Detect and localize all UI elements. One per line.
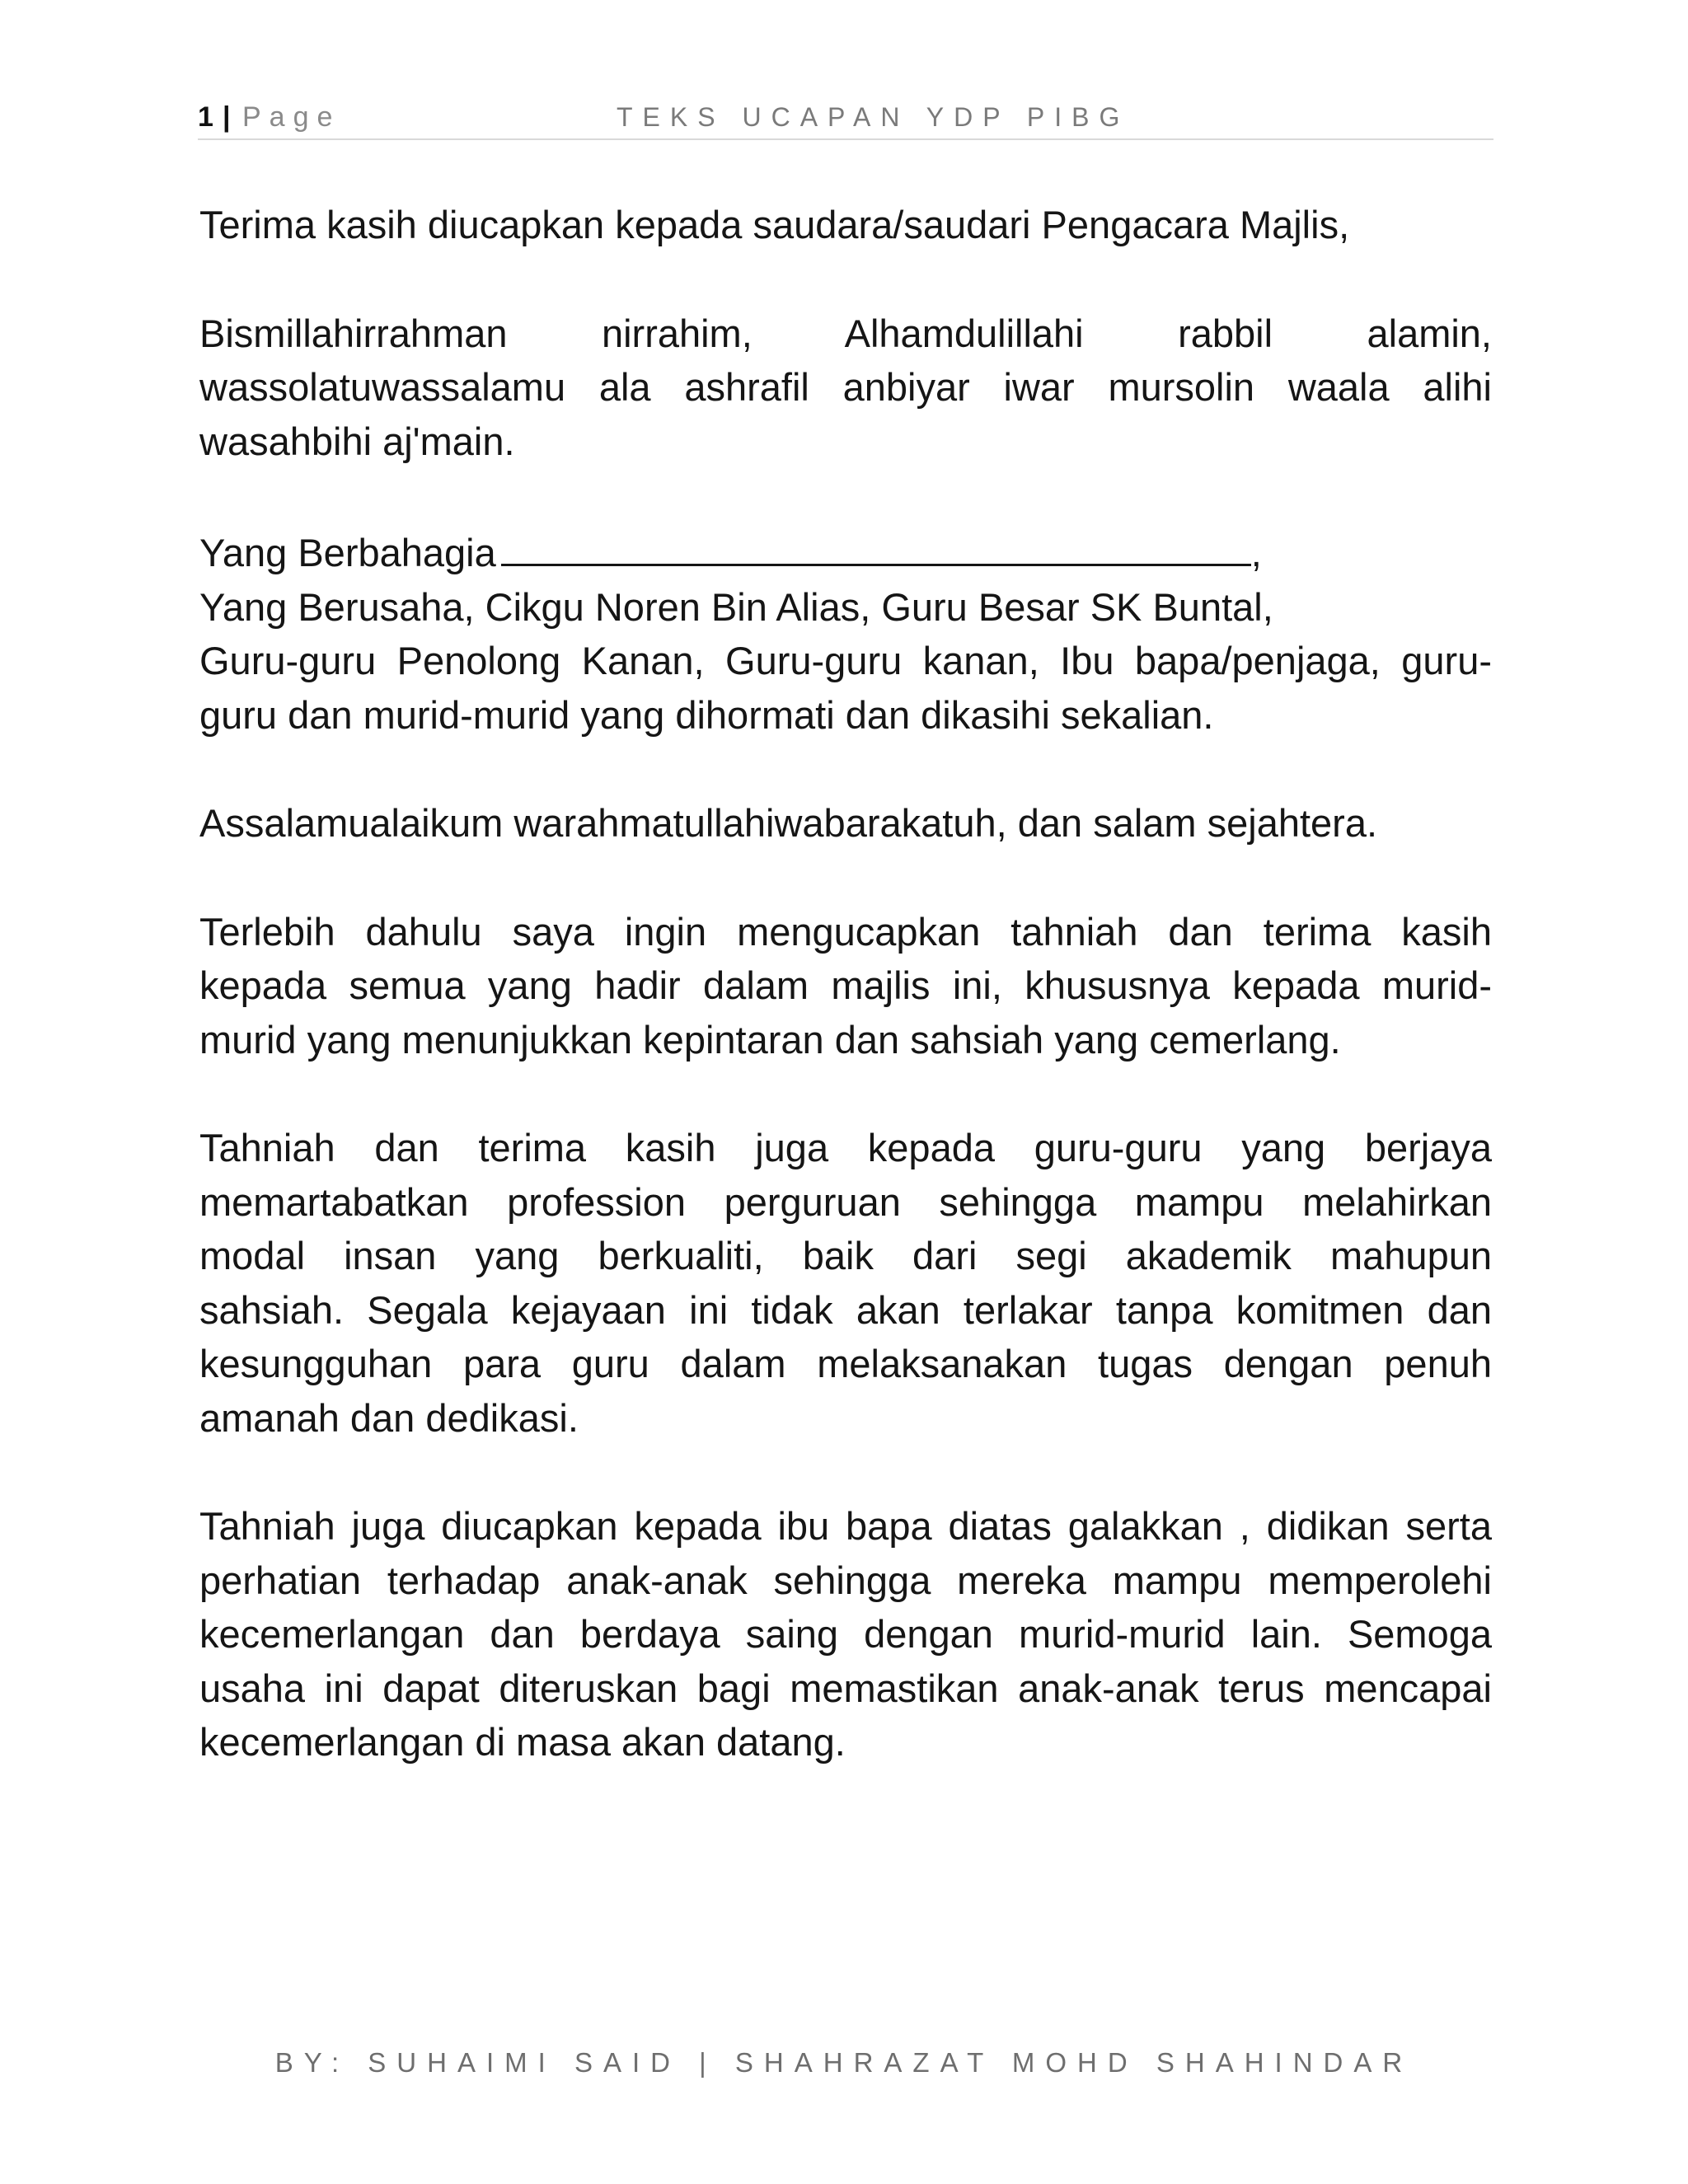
paragraph-salam <box>199 796 1492 851</box>
text-line: murid yang menunjukkan kepintaran dan sahsiah yang cemerlang. <box>199 1017 1341 1062</box>
text-line: Bismillahirrahman nirrahim, Alhamdulillahi rabbil alamin, <box>199 311 1492 355</box>
text-line: Tahniah dan terima kasih juga kepada guru-guru yang berjaya <box>199 1126 1492 1169</box>
text-line: Yang Berusaha, Cikgu Noren Bin Alias, Guru Besar SK Buntal, <box>199 584 1273 629</box>
text-line: amanah dan dedikasi. <box>199 1395 579 1440</box>
paragraph-salutations <box>199 523 1492 742</box>
salutation-prefix: Yang Berbahagia <box>199 531 496 574</box>
paragraph-greeting-emcee <box>199 198 1492 252</box>
paragraph-congratulations-teachers <box>199 1121 1492 1445</box>
text-line: Terima kasih diucapkan kepada saudara/saudari Pengacara Majlis, <box>199 203 1350 246</box>
salutation-comma: , <box>1250 531 1262 574</box>
text-line: modal insan yang berkualiti, baik dari segi akademik mahupun <box>199 1234 1492 1277</box>
text-line: wassolatuwassalamu ala ashrafil anbiyar iwar mursolin waala alihi <box>199 365 1492 409</box>
paragraph-congratulations-parents <box>199 1499 1492 1769</box>
speech-body <box>199 198 1492 1824</box>
text-line: memartabatkan profession perguruan sehingga mampu melahirkan <box>199 1179 1492 1224</box>
paragraph-opening-prayer <box>199 307 1492 469</box>
text-line: usaha ini dapat diteruskan bagi memastikan anak-anak terus mencapai <box>199 1666 1492 1710</box>
text-line: Assalamualaikum warahmatullahiwabarakatuh, dan salam sejahtera. <box>199 801 1378 845</box>
page-header <box>198 101 1493 140</box>
text-line: kesungguhan para guru dalam melaksanakan tugas dengan penuh <box>199 1342 1492 1385</box>
page-number: 1 <box>198 101 213 133</box>
text-line: Terlebih dahulu saya ingin mengucapkan tahniah dan terima kasih <box>199 909 1492 954</box>
text-line: Guru-guru Penolong Kanan, Guru-guru kanan, Ibu bapa/penjaga, guru- <box>199 639 1492 682</box>
document-title: TEKS UCAPAN YDP PIBG <box>617 102 1130 132</box>
text-line: guru dan murid-murid yang dihormati dan dikasihi sekalian. <box>199 692 1214 737</box>
page-footer: BY: SUHAIMI SAID | SHAHRAZAT MOHD SHAHINDAR <box>274 2047 1414 2078</box>
page-label: Page <box>242 101 341 133</box>
text-line: kecemerlangan di masa akan datang. <box>199 1720 846 1764</box>
text-line-with-blank <box>199 523 1492 580</box>
text-line: perhatian terhadap anak-anak sehingga mereka mampu memperolehi <box>199 1558 1492 1602</box>
text-line: Tahniah juga diucapkan kepada ibu bapa diatas galakkan , didikan serta <box>199 1504 1492 1548</box>
text-line: wasahbihi aj'main. <box>199 419 515 463</box>
fill-in-blank <box>501 523 1251 566</box>
text-line: kepada semua yang hadir dalam majlis ini, khususnya kepada murid- <box>199 963 1492 1007</box>
text-line: kecemerlangan dan berdaya saing dengan murid-murid lain. Semoga <box>199 1612 1492 1656</box>
page-separator: | <box>223 101 231 133</box>
text-line: sahsiah. Segala kejayaan ini tidak akan terlakar tanpa komitmen dan <box>199 1287 1492 1332</box>
paragraph-congratulations-students <box>199 905 1492 1067</box>
